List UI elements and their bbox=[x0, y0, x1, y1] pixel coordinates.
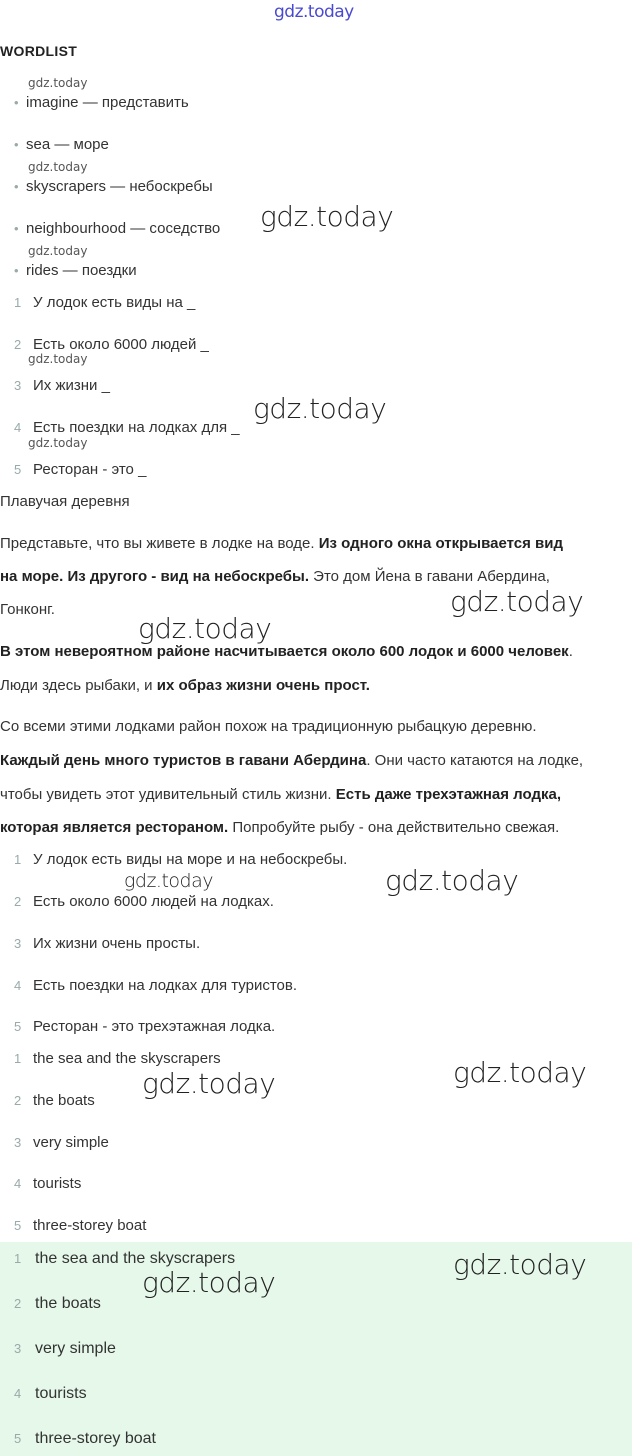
item-number: 5 bbox=[14, 1431, 22, 1446]
item-number: 4 bbox=[14, 420, 22, 435]
item-number: 3 bbox=[14, 378, 22, 393]
item-text: very simple bbox=[33, 1134, 109, 1151]
task-item bbox=[14, 419, 240, 436]
item-number: 2 bbox=[14, 1296, 22, 1311]
paragraph-line: Гонконг. bbox=[0, 601, 55, 618]
task-item bbox=[14, 377, 110, 394]
watermark-small: gdz.today bbox=[28, 244, 88, 258]
paragraph-line: чтобы увидеть этот удивительный стиль жизни. Есть даже трехэтажная лодка, bbox=[0, 786, 562, 803]
paragraph-line: на море. Из другого - вид на небоскребы. Это дом Йена в гавани Абердина, bbox=[0, 568, 550, 585]
wordlist-title: WORDLIST bbox=[0, 43, 78, 59]
wordlist-item-text: sea — море bbox=[26, 136, 109, 153]
wordlist-item-text: neighbourhood — соседство bbox=[26, 220, 221, 237]
answer-item bbox=[14, 1092, 95, 1109]
item-text: the boats bbox=[33, 1092, 95, 1109]
wordlist-item-text: skyscrapers — небоскребы bbox=[26, 178, 213, 195]
watermark-small: gdz.today bbox=[28, 160, 88, 174]
item-number: 1 bbox=[14, 295, 22, 310]
item-number: 4 bbox=[14, 1176, 22, 1191]
wordlist-item-text: imagine — представить bbox=[26, 94, 189, 111]
item-text: the sea and the skyscrapers bbox=[33, 1050, 221, 1067]
watermark-large: gdz.today bbox=[142, 1266, 276, 1299]
item-text: the sea and the skyscrapers bbox=[35, 1250, 236, 1267]
task-item bbox=[14, 461, 146, 478]
item-text: Их жизни очень просты. bbox=[33, 935, 201, 952]
item-text: three-storey boat bbox=[35, 1430, 156, 1447]
watermark-small: gdz.today bbox=[28, 436, 88, 450]
wordlist-item: • imagine — представить bbox=[14, 94, 189, 111]
watermark-large: gdz.today bbox=[453, 1056, 587, 1089]
wordlist-item: • sea — море bbox=[14, 136, 109, 153]
item-number: 3 bbox=[14, 1135, 22, 1150]
final-answer-item bbox=[14, 1295, 101, 1313]
item-number: 1 bbox=[14, 852, 22, 867]
item-text: Ресторан - это трехэтажная лодка. bbox=[33, 1018, 276, 1035]
item-text: Есть поездки на лодках для _ bbox=[33, 419, 240, 436]
watermark-large: gdz.today bbox=[385, 864, 519, 897]
task-item bbox=[14, 336, 209, 353]
item-text: У лодок есть виды на _ bbox=[33, 294, 196, 311]
answer-item bbox=[14, 935, 200, 952]
answer-item bbox=[14, 851, 347, 868]
paragraph-line: Со всеми этими лодками район похож на традиционную рыбацкую деревню. bbox=[0, 718, 537, 735]
watermark-large: gdz.today bbox=[138, 612, 272, 645]
item-text: Есть поездки на лодках для туристов. bbox=[33, 977, 298, 994]
item-number: 3 bbox=[14, 1341, 22, 1356]
paragraph-line: которая является рестораном. Попробуйте рыбу - она действительно свежая. bbox=[0, 819, 560, 836]
watermark-large: gdz.today bbox=[260, 200, 394, 233]
answer-box bbox=[0, 1242, 632, 1456]
watermark-large: gdz.today bbox=[453, 1248, 587, 1281]
item-number: 1 bbox=[14, 1251, 22, 1266]
item-text: very simple bbox=[35, 1340, 116, 1357]
item-number: 5 bbox=[14, 1019, 22, 1034]
answer-item bbox=[14, 893, 274, 910]
paragraph-line: Каждый день много туристов в гавани Абердина. Они часто катаются на лодке, bbox=[0, 752, 584, 769]
item-text: Ресторан - это _ bbox=[33, 461, 147, 478]
item-text: three-storey boat bbox=[33, 1217, 147, 1234]
wordlist-item: • skyscrapers — небоскребы bbox=[14, 178, 213, 195]
item-number: 2 bbox=[14, 1093, 22, 1108]
paragraph-line: Представьте, что вы живете в лодке на воде. Из одного окна открывается вид bbox=[0, 535, 563, 552]
item-number: 3 bbox=[14, 936, 22, 951]
item-number: 1 bbox=[14, 1051, 22, 1066]
task-item bbox=[14, 294, 195, 311]
text-title: Плавучая деревня bbox=[0, 493, 130, 510]
wordlist-item: • neighbourhood — соседство bbox=[14, 220, 221, 237]
answer-item bbox=[14, 1217, 146, 1234]
watermark-large: gdz.today bbox=[450, 585, 584, 618]
item-number: 2 bbox=[14, 894, 22, 909]
item-number: 4 bbox=[14, 978, 22, 993]
item-text: Есть около 6000 людей на лодках. bbox=[33, 893, 274, 910]
paragraph-line: В этом невероятном районе насчитывается около 600 лодок и 6000 человек. bbox=[0, 643, 573, 660]
answer-item bbox=[14, 1018, 275, 1035]
answer-item bbox=[14, 1175, 81, 1192]
wordlist-item: • rides — поездки bbox=[14, 262, 137, 279]
item-number: 4 bbox=[14, 1386, 22, 1401]
item-number: 2 bbox=[14, 337, 22, 352]
item-text: Есть около 6000 людей _ bbox=[33, 336, 209, 353]
wordlist-item-text: rides — поездки bbox=[26, 262, 137, 279]
item-text: tourists bbox=[35, 1385, 87, 1402]
watermark-medium: gdz.today bbox=[124, 870, 213, 892]
item-number: 5 bbox=[14, 462, 22, 477]
item-text: У лодок есть виды на море и на небоскребы. bbox=[33, 851, 348, 868]
final-answer-item bbox=[14, 1430, 156, 1448]
answer-item bbox=[14, 1134, 109, 1151]
item-text: tourists bbox=[33, 1175, 82, 1192]
final-answer-item bbox=[14, 1385, 87, 1403]
watermark-top: gdz.today bbox=[274, 2, 354, 22]
watermark-large: gdz.today bbox=[253, 392, 387, 425]
watermark-large: gdz.today bbox=[142, 1067, 276, 1100]
watermark-small: gdz.today bbox=[28, 352, 88, 366]
item-text: Их жизни _ bbox=[33, 377, 110, 394]
answer-item bbox=[14, 977, 297, 994]
final-answer-item bbox=[14, 1340, 116, 1358]
paragraph-line: Люди здесь рыбаки, и их образ жизни очень прост. bbox=[0, 677, 370, 694]
item-number: 5 bbox=[14, 1218, 22, 1233]
answer-item bbox=[14, 1050, 221, 1067]
item-text: the boats bbox=[35, 1295, 101, 1312]
watermark-small: gdz.today bbox=[28, 76, 88, 90]
